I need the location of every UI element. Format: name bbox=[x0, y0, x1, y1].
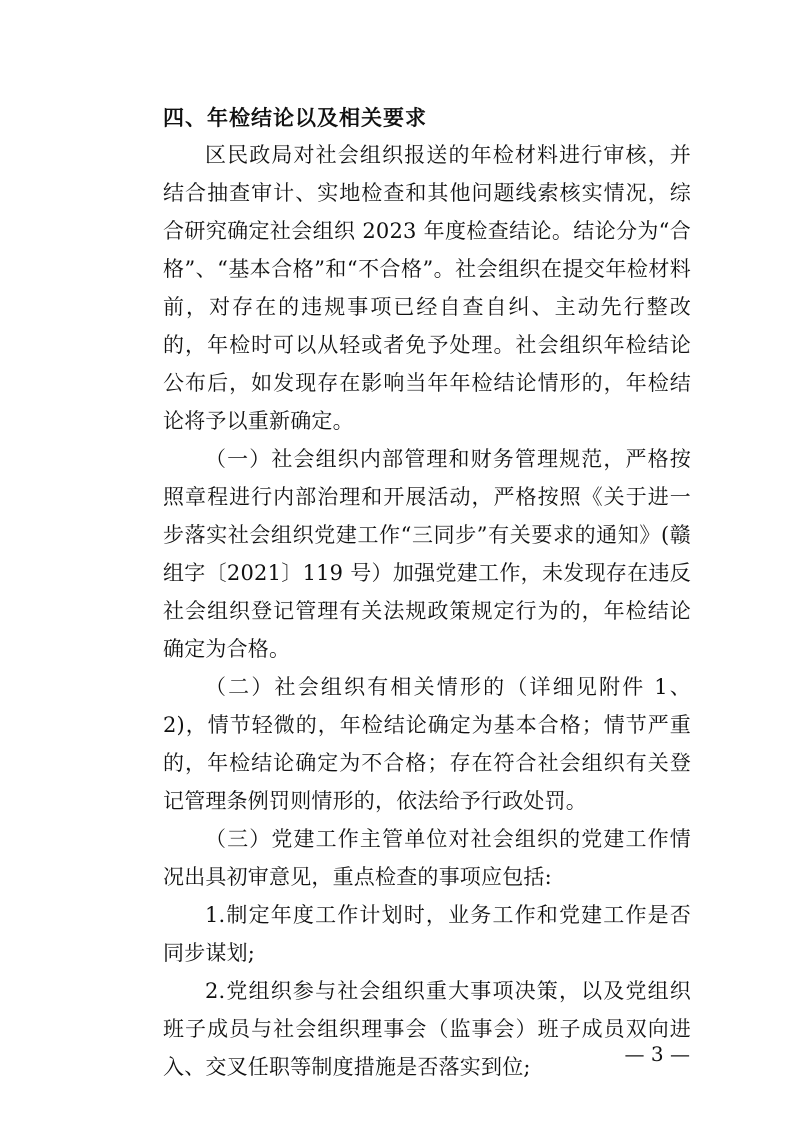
list-item-2: 2.党组织参与社会组织重大事项决策，以及党组织班子成员与社会组织理事会（监事会）班子成员双向进入、交叉任职等制度措施是否落实到位; bbox=[163, 979, 691, 1079]
page-number: — 3 — bbox=[624, 1042, 690, 1066]
page-content bbox=[163, 100, 691, 1086]
paragraph-item-three: （三）党建工作主管单位对社会组织的党建工作情况出具初审意见，重点检查的事项应包括: bbox=[163, 827, 691, 889]
section-heading: 四、年检结论以及相关要求 bbox=[163, 106, 427, 130]
paragraph-item-one: （一）社会组织内部管理和财务管理规范，严格按照章程进行内部治理和开展活动，严格按照《关于进一步落实社会组织党建工作“三同步”有关要求的通知》(赣组字〔2021〕119 号）加强党建工作，未发现存在违反社会组织登记管理有关法规政策规定行为的，年检结论确定为合格。 bbox=[163, 447, 691, 661]
list-item-1: 1.制定年度工作计划时，业务工作和党建工作是否同步谋划; bbox=[163, 903, 691, 965]
paragraph-intro: 区民政局对社会组织报送的年检材料进行审核，并结合抽查审计、实地检查和其他问题线索核实情况，综合研究确定社会组织 2023 年度检查结论。结论分为“合格”、“基本合格”和“不合格”。社会组织在提交年检材料前，对存在的违规事项已经自查自纠、主动先行整改的，年检时可以从轻或者免予处理。社会组织年检结论公布后，如发现存在影响当年年检结论情形的，年检结论将予以重新确定。 bbox=[163, 143, 691, 433]
paragraph-item-two: （二）社会组织有相关情形的（详细见附件 1、2)，情节轻微的，年检结论确定为基本合格；情节严重的，年检结论确定为不合格；存在符合社会组织有关登记管理条例罚则情形的，依法给予行政处罚。 bbox=[163, 675, 691, 813]
